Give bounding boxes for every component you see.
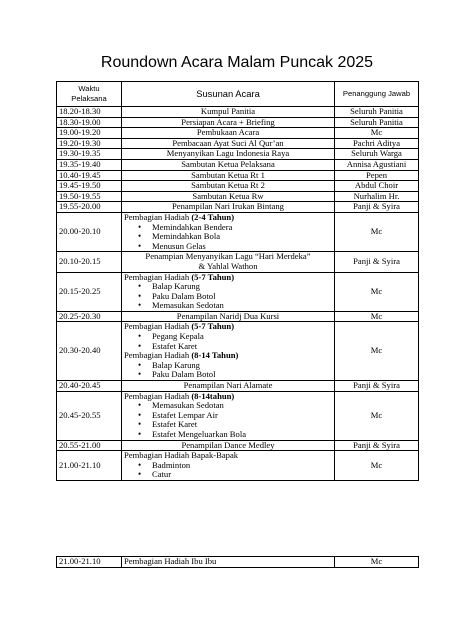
row-pj: Panji & Syira (335, 202, 419, 213)
row-event: Penampilan Naridj Dua Kursi (122, 311, 335, 322)
song-line-2: & Yahlal Wathon (198, 260, 258, 271)
list-item: • Estafet Karet (152, 420, 332, 430)
prize-age-range: (8-14tahun) (191, 390, 235, 401)
list-item: • Memasukan Sedotan (152, 401, 332, 411)
list-item: • Paku Dalam Botol (152, 292, 332, 302)
header-pj: Penanggung Jawab (335, 82, 419, 107)
list-item: • Memasukan Sedotan (152, 301, 332, 311)
row-time: 10.40-19.45 (57, 170, 122, 181)
row-time: 20.25-20.30 (57, 311, 122, 322)
row-time: 19.50-19.55 (57, 191, 122, 202)
table-row (57, 170, 419, 181)
table-row-prize-combined (57, 322, 419, 381)
list-item: • Memindahkan Bola (152, 232, 332, 242)
row-pj: Mc (335, 557, 419, 568)
row-pj: Mc (335, 311, 419, 322)
row-event (122, 252, 335, 272)
row-time: 21.00-21.10 (57, 451, 122, 481)
table-row (57, 381, 419, 392)
row-time: 19.20-19.30 (57, 138, 122, 149)
table-row (57, 311, 419, 322)
table-row (57, 138, 419, 149)
row-pj: Mc (335, 272, 419, 311)
row-event: Penampilan Nari Alamate (122, 381, 335, 392)
list-item: • Estafet Mengeluarkan Bola (152, 430, 332, 440)
row-event: Penampilan Dance Medley (122, 440, 335, 451)
row-event: Kumpul Panitia (122, 107, 335, 118)
row-pj: Mc (335, 212, 419, 251)
rundown-table (56, 81, 419, 481)
row-event: Sambutan Ketua Pelaksana (122, 159, 335, 170)
row-event: Persiapan Acara + Briefing (122, 117, 335, 128)
row-pj: Nurhalim Hr. (335, 191, 419, 202)
row-event: Menyanyikan Lagu Indonesia Raya (122, 149, 335, 160)
table-row-song (57, 252, 419, 272)
row-event: Sambutan Ketua Rt 1 (122, 170, 335, 181)
row-event-block (122, 212, 335, 251)
document-title: Roundown Acara Malam Puncak 2025 (100, 54, 374, 71)
table-row (57, 181, 419, 192)
prize-heading-prefix: Pembagian Hadiah (124, 350, 192, 361)
prize-list (124, 282, 332, 311)
row-event: Sambutan Ketua Rt 2 (122, 181, 335, 192)
row-time: 20.55-21.00 (57, 440, 122, 451)
row-time: 20.00-20.10 (57, 212, 122, 251)
row-event: Pembukaan Acara (122, 128, 335, 139)
row-pj: Annisa Agustiani (335, 159, 419, 170)
row-event-block (122, 272, 335, 311)
list-item: • Catur (152, 470, 332, 480)
row-time: 19.55-20.00 (57, 202, 122, 213)
list-item: • Pegang Kepala (152, 332, 332, 342)
prize-age-range: (5-7 Tahun) (191, 271, 235, 282)
row-pj: Seluruh Warga (335, 149, 419, 160)
row-event: Penampilan Nari Irukan Bintang (122, 202, 335, 213)
prize-list (124, 361, 332, 380)
row-event: Pembacaan Ayat Suci Al Qur’an (122, 138, 335, 149)
prize-heading-prefix: Pembagian Hadiah (124, 390, 192, 401)
table-row-prize-2-4 (57, 212, 419, 251)
row-pj: Mc (335, 451, 419, 481)
row-time: 18.20-18.30 (57, 107, 122, 118)
list-item: • Balap Karung (152, 282, 332, 292)
prize-list (124, 461, 332, 480)
table-row (57, 149, 419, 160)
table-row-prize-bapak (57, 451, 419, 481)
prize-age-range: (5-7 Tahun) (191, 321, 235, 332)
row-pj: Pepen (335, 170, 419, 181)
prize-heading-prefix: Pembagian Hadiah (124, 271, 192, 282)
table-row (57, 440, 419, 451)
row-pj: Mc (335, 322, 419, 381)
list-item: • Badminton (152, 461, 332, 471)
row-event-block (122, 451, 335, 481)
row-time: 20.45-20.55 (57, 391, 122, 440)
row-event: Pembagian Hadiah Ibu Ibu (122, 557, 335, 568)
table-row (57, 202, 419, 213)
table-row-prize-8-14 (57, 391, 419, 440)
header-time-line1: Waktu (78, 84, 100, 94)
song-line-1: Penampian Menyanyikan Lagu “Hari Merdeka” (145, 251, 311, 262)
table-row (57, 128, 419, 139)
list-item: • Estafet Karet (152, 342, 332, 352)
row-pj: Pachri Aditya (335, 138, 419, 149)
row-pj: Panji & Syira (335, 440, 419, 451)
rundown-table-continued (56, 556, 419, 568)
row-pj: Panji & Syira (335, 381, 419, 392)
header-time-line2: Pelaksana (71, 94, 107, 103)
prize-age-range: (8-14 Tahun) (191, 350, 239, 361)
table-row (57, 107, 419, 118)
header-time (57, 82, 122, 107)
row-event: Sambutan Ketua Rw (122, 191, 335, 202)
row-time: 20.10-20.15 (57, 252, 122, 272)
row-time: 19.45-19.50 (57, 181, 122, 192)
row-time: 19.35-19.40 (57, 159, 122, 170)
table-row (57, 557, 419, 568)
list-item: • Memindahkan Bendera (152, 223, 332, 233)
table-row (57, 191, 419, 202)
row-time: 19.00-19.20 (57, 128, 122, 139)
row-event-block (122, 322, 335, 381)
prize-heading-prefix: Pembagian Hadiah (124, 211, 192, 222)
row-time: 20.40-20.45 (57, 381, 122, 392)
row-event-block (122, 391, 335, 440)
row-time: 20.30-20.40 (57, 322, 122, 381)
list-item: • Menusun Gelas (152, 242, 332, 252)
table-row (57, 117, 419, 128)
table-header-row (57, 82, 419, 107)
row-time: 21.00-21.10 (57, 557, 122, 568)
prize-age-range: (2-4 Tahun) (191, 211, 235, 222)
prize-list (124, 223, 332, 252)
table-row-prize-5-7 (57, 272, 419, 311)
list-item: • Paku Dalam Botol (152, 370, 332, 380)
prize-heading-prefix: Pembagian Hadiah (124, 321, 192, 332)
prize-heading: Pembagian Hadiah Bapak-Bapak (124, 450, 239, 461)
prize-list (124, 401, 332, 439)
row-time: 19.30-19.35 (57, 149, 122, 160)
row-time: 18.30-19.00 (57, 117, 122, 128)
row-pj: Seluruh Panitia (335, 117, 419, 128)
row-pj: Mc (335, 128, 419, 139)
row-pj: Seluruh Panitia (335, 107, 419, 118)
row-pj: Panji & Syira (335, 252, 419, 272)
row-pj: Abdul Choir (335, 181, 419, 192)
table-row (57, 159, 419, 170)
list-item: • Balap Karung (152, 361, 332, 371)
row-time: 20.15-20.25 (57, 272, 122, 311)
prize-list (124, 332, 332, 351)
list-item: • Estafet Lempar Air (152, 411, 332, 421)
header-susunan: Susunan Acara (122, 82, 335, 107)
row-pj: Mc (335, 391, 419, 440)
